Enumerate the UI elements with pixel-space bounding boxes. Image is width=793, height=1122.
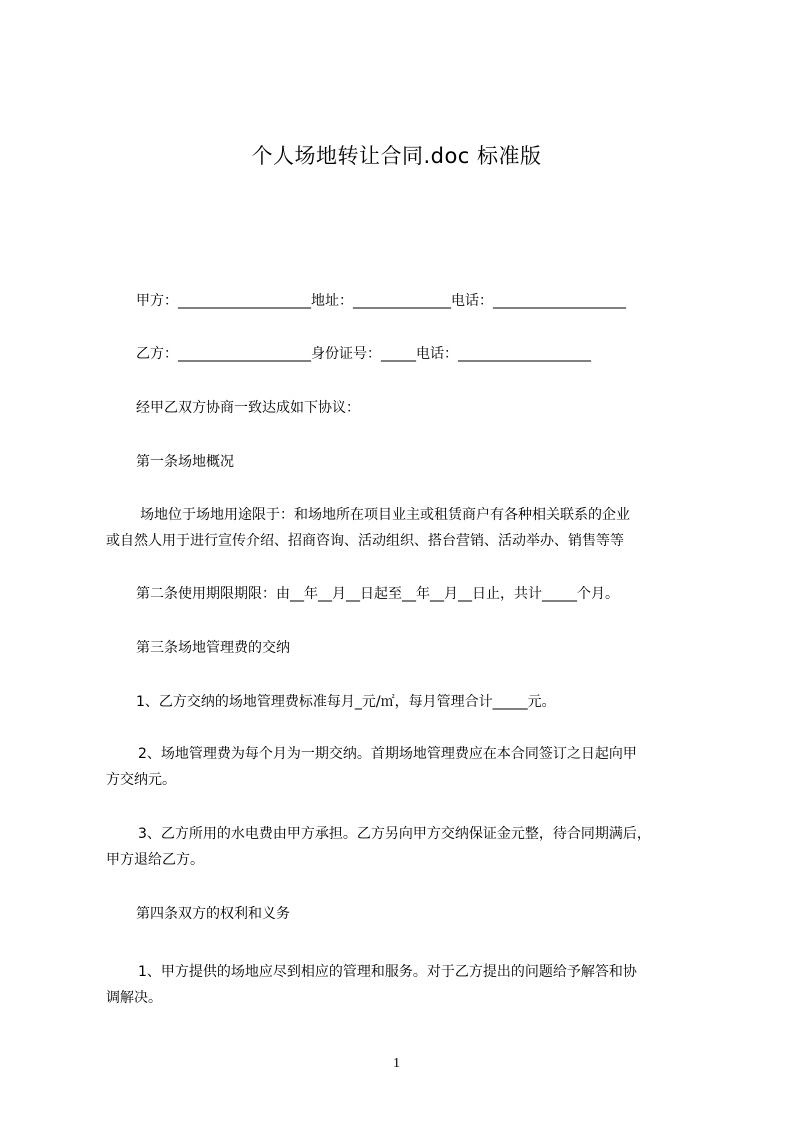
article1-heading: 第一条场地概况 [136,454,234,470]
article4-item1-line1: 1、甲方提供的场地应尽到相应的管理和服务。对于乙方提出的问题给予解答和协 [138,964,637,980]
page-number: 1 [393,1056,400,1071]
article1-text-line2: 或自然人用于进行宣传介绍、招商咨询、活动组织、搭台营销、活动举办、销售等等 [106,533,624,549]
article3-item2-line2: 方交纳元。 [106,772,176,788]
article3-heading: 第三条场地管理费的交纳 [136,640,290,656]
intro-paragraph: 经甲乙双方协商一致达成如下协议： [136,400,360,416]
article2-paragraph: 第二条使用期限期限：由__年__月__日起至__年__月__日止，共计_____个月。 [136,586,619,602]
document-title: 个人场地转让合同.doc 标准版 [251,144,542,168]
party-a-line: 甲方：___________________地址：______________电话：___________________ [136,293,626,309]
article3-item1: 1、乙方交纳的场地管理费标准每月_元/㎡，每月管理合计_____元。 [136,694,556,710]
article4-item1-line2: 调解决。 [106,990,162,1006]
party-b-line: 乙方：___________________身份证号：_____电话：___________________ [136,346,591,362]
article3-item2-line1: 2、场地管理费为每个月为一期交纳。首期场地管理费应在本合同签订之日起向甲 [138,746,637,762]
article3-item3-line2: 甲方退给乙方。 [106,852,204,868]
article4-heading: 第四条双方的权利和义务 [136,906,290,922]
article1-text-line1: 场地位于场地用途限于：和场地所在项目业主或租赁商户有各种相关联系的企业 [140,507,630,523]
article3-item3-line1: 3、乙方所用的水电费由甲方承担。乙方另向甲方交纳保证金元整，待合同期满后， [138,826,651,842]
